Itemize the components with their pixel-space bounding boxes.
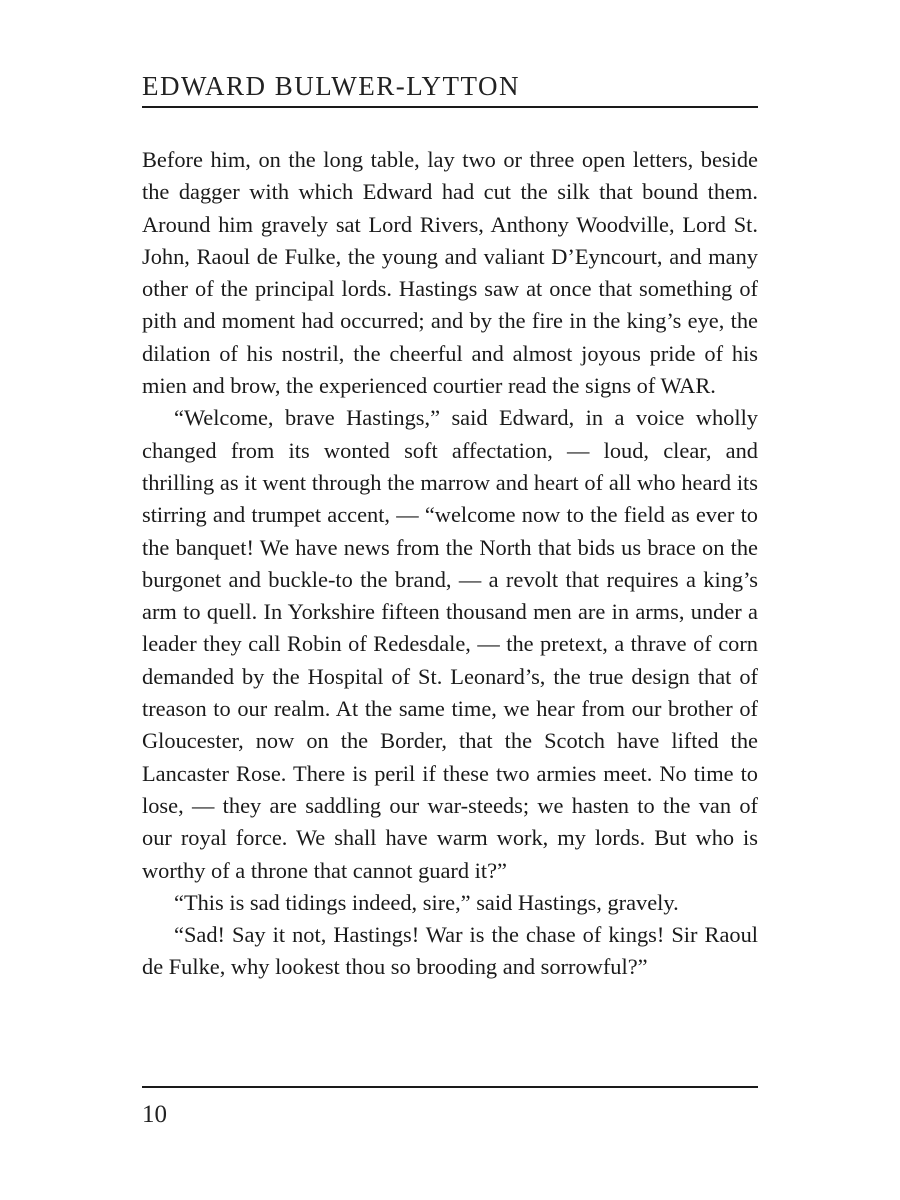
paragraph-2: “Welcome, brave Hastings,” said Edward, in a voice wholly changed from its wonted soft affectation, — loud, clear, and thrilling as it went through the marrow and heart of all who heard its stirring and trumpet accent, — “welcome now to the field as ever to the banquet! We have news from the North that bids us brace on the burgonet and buckle-to the brand, — a revolt that requires a king’s arm to quell. In Yorkshire fifteen thousand men are in arms, under a leader they call Robin of Redesdale, — the pretext, a thrave of corn demanded by the Hospital of St. Leonard’s, the true design that of treason to our realm. At the same time, we hear from our brother of Gloucester, now on the Border, that the Scotch have lifted the Lancaster Rose. There is peril if these two armies meet. No time to lose, — they are saddling our war-steeds; we hasten to the van of our royal force. We shall have warm work, my lords. But who is worthy of a throne that cannot guard it?”: [142, 405, 758, 883]
paragraph-3: “This is sad tidings indeed, sire,” said Hastings, gravely.: [174, 889, 679, 915]
header-rule: [142, 106, 758, 108]
page-number: 10: [142, 1101, 167, 1128]
body-text: [142, 144, 758, 984]
paragraph-1: Before him, on the long table, lay two or three open letters, beside the dagger with which Edward had cut the silk that bound them. Around him gravely sat Lord Rivers, Anthony Woodville, Lord St. John, Raoul de Fulke, the young and valiant D’Eyncourt, and many other of the principal lords. Hastings saw at once that something of pith and moment had occurred; and by the fire in the king’s eye, the dilation of his nostril, the cheerful and almost joyous pride of his mien and brow, the experienced courtier read the signs of WAR.: [142, 147, 758, 399]
running-head: EDWARD BULWER-LYTTON: [142, 71, 520, 101]
paragraph-4: “Sad! Say it not, Hastings! War is the chase of kings! Sir Raoul de Fulke, why lookest thou so brooding and sorrowful?”: [142, 922, 758, 980]
footer-rule: [142, 1086, 758, 1088]
book-page: [142, 0, 758, 1200]
